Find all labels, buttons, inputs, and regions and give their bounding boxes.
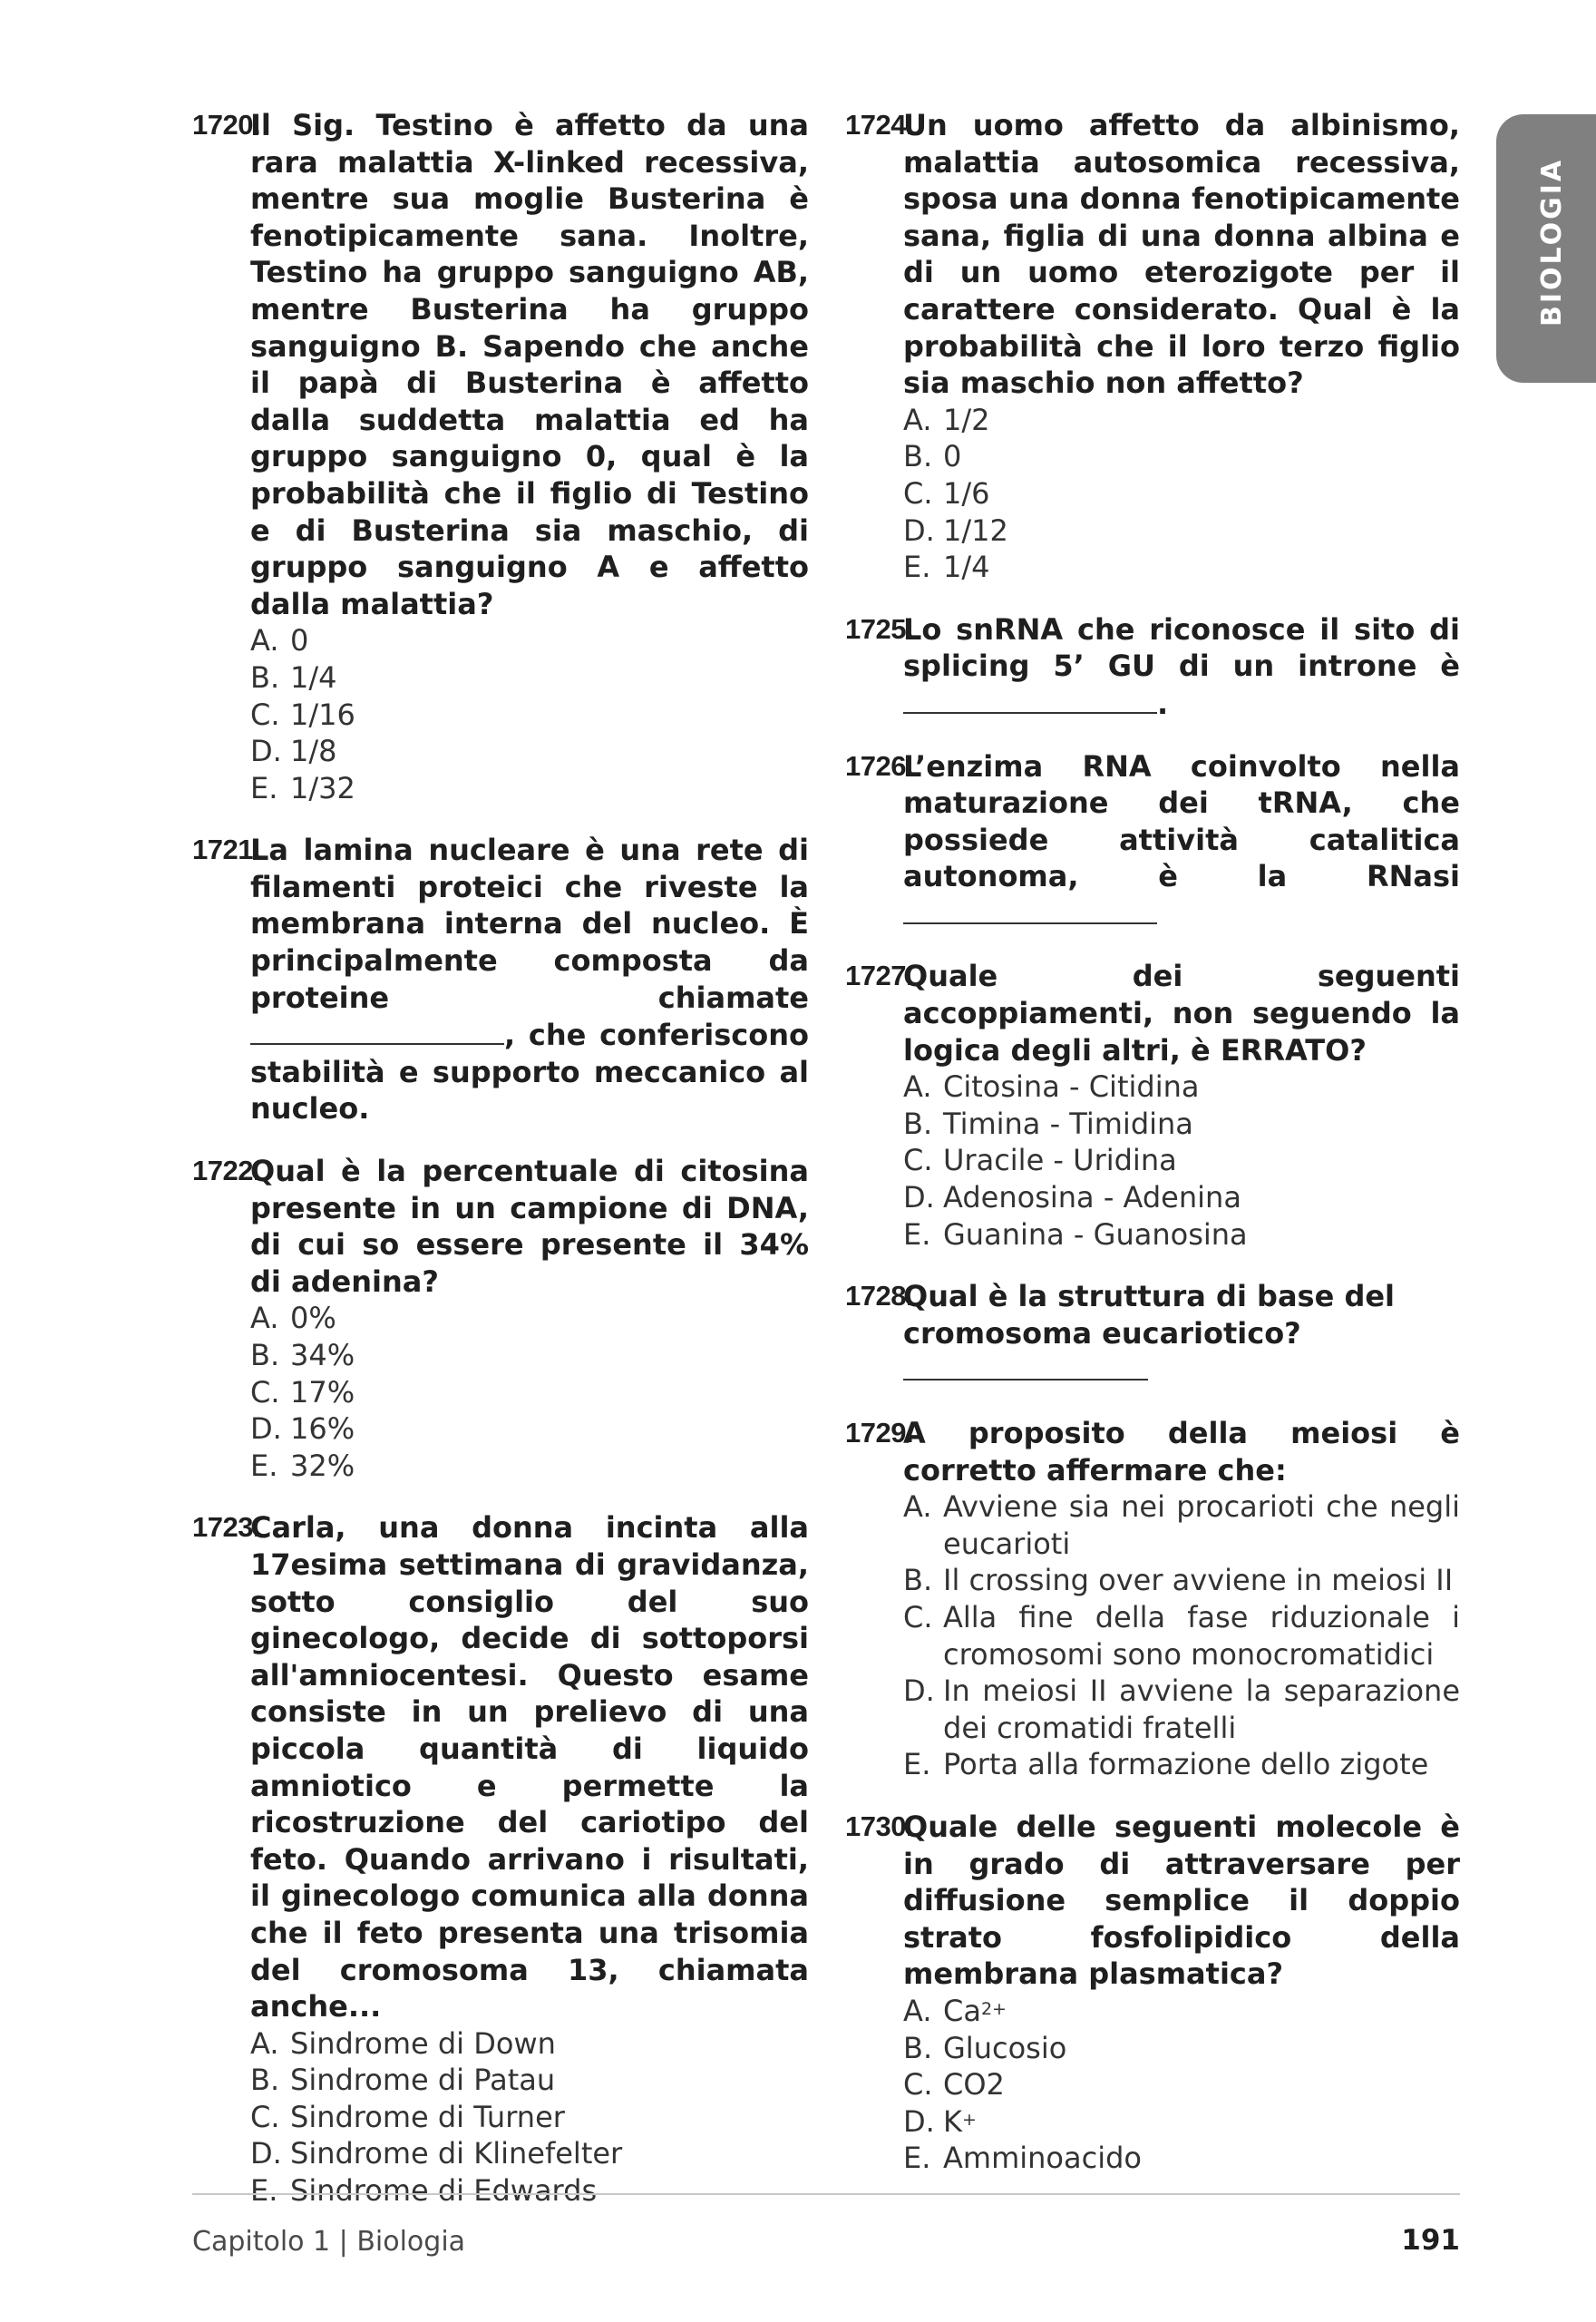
option-superscript: +	[961, 2109, 977, 2130]
option-d	[903, 1673, 1460, 1746]
option-text: 1/16	[290, 697, 355, 732]
option-c	[250, 1374, 809, 1411]
option-letter: B.	[250, 2063, 280, 2098]
option-e	[903, 549, 1460, 586]
question-text: Un uomo affetto da albinismo, malattia autosomica recessiva, sposa una donna fenotipicamente sana, figlia di una donna albina e di un uomo eterozigote per il carattere considerato. Qual è la probabilità che il loro terzo figlio sia maschio non affetto?	[903, 108, 1460, 401]
option-letter: C.	[903, 475, 933, 511]
option-letter: C.	[250, 2099, 280, 2134]
option-letter: C.	[903, 2067, 933, 2102]
options-list	[903, 1488, 1460, 1783]
left-column	[192, 107, 809, 2210]
question-text-before: Lo snRNA che riconosce il sito di splicing 5’ GU di un introne è	[903, 611, 1460, 684]
options-list	[903, 1068, 1460, 1253]
option-text: 1/4	[290, 659, 337, 695]
option-letter: D.	[250, 2136, 282, 2171]
footer-divider	[192, 2193, 1460, 2195]
option-c	[250, 697, 809, 734]
answer-blank[interactable]	[903, 1351, 1148, 1381]
option-a	[903, 1068, 1460, 1106]
page-number: 191	[1401, 2224, 1460, 2257]
option-text: Guanina - Guanosina	[943, 1216, 1248, 1252]
option-text: Alla fine della fase riduzionale i cromosomi sono monocromatidici	[943, 1599, 1460, 1672]
question-text-before: Qual è la struttura di base del cromosoma eucariotico?	[903, 1279, 1396, 1351]
option-text: CO2	[943, 2067, 1005, 2102]
option-text: Il crossing over avviene in meiosi II	[943, 1563, 1454, 1598]
option-text: K	[943, 2103, 962, 2139]
option-letter: A.	[250, 1301, 279, 1336]
right-column	[845, 107, 1460, 2177]
option-text: In meiosi II avviene la separazione dei cromatidi fratelli	[943, 1673, 1460, 1745]
question-text	[903, 748, 1460, 933]
option-letter: D.	[250, 734, 282, 769]
option-letter: A.	[903, 1069, 932, 1105]
option-e	[250, 1448, 809, 1485]
option-d	[250, 2135, 809, 2172]
question-number: 1730.	[845, 1810, 914, 1842]
question-number: 1726.	[845, 749, 914, 782]
question-number: 1723.	[192, 1511, 261, 1544]
option-text: Porta alla formazione dello zigote	[943, 1747, 1429, 1782]
option-c	[903, 475, 1460, 512]
option-d	[903, 1179, 1460, 1216]
option-text: Sindrome di Turner	[290, 2099, 565, 2134]
question-1728	[845, 1278, 1460, 1390]
question-text	[250, 832, 809, 1127]
option-letter: E.	[903, 550, 931, 585]
option-a	[250, 622, 809, 659]
option-letter: B.	[903, 2030, 933, 2065]
option-text: 1/12	[943, 512, 1008, 548]
answer-blank[interactable]	[250, 1016, 504, 1045]
question-1729	[845, 1415, 1460, 1783]
option-letter: B.	[903, 439, 933, 474]
options-list	[250, 1300, 809, 1484]
options-list	[250, 622, 809, 806]
option-letter: A.	[250, 623, 279, 659]
option-text: 0%	[290, 1301, 336, 1336]
option-b	[903, 1562, 1460, 1599]
option-text: 1/2	[943, 402, 990, 437]
option-letter: B.	[250, 1338, 280, 1372]
option-text: 0	[943, 439, 962, 474]
option-text: Adenosina - Adenina	[943, 1180, 1241, 1215]
option-d	[250, 1410, 809, 1448]
question-text: Carla, una donna incinta alla 17esima settimana di gravidanza, sotto consiglio del suo ginecologo, decide di sottoporsi all'amniocentesi. Questo esame consiste in un prelievo di una piccola quantità di liquido amniotico e permette la ricostruzione del cariotipo del feto. Quando arrivano i risultati, il ginecologo comunica alla donna che il feto presenta una trisomia del cromosoma 13, chiamata anche...	[250, 1510, 809, 2024]
question-text: Il Sig. Testino è affetto da una rara malattia X-linked recessiva, mentre sua moglie Busterina è fenotipicamente sana. Inoltre, Testino ha gruppo sanguigno AB, mentre Busterina ha gruppo sanguigno B. Sapendo che anche il papà di Busterina è affetto dalla suddetta malattia ed ha gruppo sanguigno 0, qual è la probabilità che il figlio di Testino e di Busterina sia maschio, di gruppo sanguigno A e affetto dalla malattia?	[250, 108, 809, 621]
option-superscript: 2+	[980, 1998, 1007, 2019]
question-1722	[192, 1153, 809, 1484]
option-letter: D.	[903, 2103, 935, 2139]
answer-blank[interactable]	[903, 895, 1157, 924]
option-d	[250, 733, 809, 770]
option-c	[250, 2099, 809, 2136]
question-1725	[845, 611, 1460, 723]
option-e	[903, 2140, 1460, 2177]
option-letter: A.	[903, 402, 932, 437]
question-text: Quale dei seguenti accoppiamenti, non seguendo la logica degli altri, è ERRATO?	[903, 959, 1460, 1068]
option-letter: A.	[250, 2025, 279, 2061]
option-letter: C.	[250, 1374, 280, 1410]
option-text: Glucosio	[943, 2030, 1067, 2065]
option-text: Amminoacido	[943, 2141, 1142, 2176]
answer-blank[interactable]	[903, 685, 1157, 714]
option-text: Timina - Timidina	[943, 1106, 1193, 1141]
question-text	[903, 1278, 1460, 1390]
option-b	[250, 1337, 809, 1374]
option-text: 1/32	[290, 770, 355, 805]
question-text: Quale delle seguenti molecole è in grado di attraversare per diffusione semplice il doppio strato fosfolipidico della membrana plasmatica?	[903, 1809, 1460, 1992]
option-letter: E.	[903, 1216, 931, 1252]
section-tab-label: BIOLOGIA	[1536, 157, 1568, 327]
footer-chapter: Capitolo 1 | Biologia	[192, 2226, 466, 2258]
option-letter: A.	[903, 1489, 932, 1525]
option-text: 17%	[290, 1374, 355, 1410]
question-1720	[192, 107, 809, 806]
option-text: Uracile - Uridina	[943, 1143, 1177, 1178]
option-text: Citosina - Citidina	[943, 1069, 1200, 1105]
option-text: 32%	[290, 1448, 355, 1483]
question-text: Qual è la percentuale di citosina presente in un campione di DNA, di cui so essere presente il 34% di adenina?	[250, 1154, 809, 1299]
option-letter: E.	[250, 2173, 278, 2209]
question-number: 1727.	[845, 960, 914, 992]
option-letter: C.	[903, 1143, 933, 1178]
option-letter: E.	[903, 2141, 931, 2176]
option-text: 1/4	[943, 550, 990, 585]
question-text-after: , che conferiscono stabilità e supporto meccanico al nucleo.	[250, 1018, 809, 1127]
option-letter: D.	[903, 512, 935, 548]
option-text: Ca	[943, 1993, 981, 2028]
question-text: A proposito della meiosi è corretto affermare che:	[903, 1416, 1460, 1488]
option-letter: D.	[250, 1411, 282, 1447]
question-number: 1729.	[845, 1417, 914, 1449]
question-text-before: La lamina nucleare è una rete di filamenti proteici che riveste la membrana interna del nucleo. È principalmente composta da proteine chiamate	[250, 833, 809, 1015]
question-1730	[845, 1809, 1460, 2177]
option-letter: B.	[250, 659, 280, 695]
option-text: Sindrome di Down	[290, 2025, 556, 2061]
option-d	[903, 512, 1460, 550]
question-number: 1725.	[845, 612, 914, 645]
option-letter: E.	[250, 770, 278, 805]
option-letter: D.	[903, 1180, 935, 1215]
question-1723	[192, 1509, 809, 2209]
option-text: 1/8	[290, 734, 337, 769]
options-list	[903, 402, 1460, 586]
option-letter: E.	[903, 1747, 931, 1782]
question-1727	[845, 958, 1460, 1253]
option-d	[903, 2103, 1460, 2141]
question-number: 1724.	[845, 109, 914, 141]
option-text: Avviene sia nei procarioti che negli eucarioti	[943, 1489, 1460, 1561]
question-text-before: L’enzima RNA coinvolto nella maturazione dei tRNA, che possiede attività catalitica autonoma, è la RNasi	[903, 748, 1460, 894]
option-a	[250, 1300, 809, 1337]
option-b	[903, 438, 1460, 475]
option-letter: C.	[903, 1599, 933, 1634]
option-text: 34%	[290, 1338, 355, 1372]
option-a	[903, 402, 1460, 439]
question-1726	[845, 748, 1460, 933]
option-text: Sindrome di Edwards	[290, 2173, 598, 2209]
option-a	[903, 1993, 1460, 2030]
option-e	[250, 2172, 809, 2210]
option-a	[903, 1488, 1460, 1562]
option-text: 16%	[290, 1411, 355, 1447]
question-1721	[192, 832, 809, 1127]
option-letter: D.	[903, 1673, 935, 1709]
option-e	[250, 770, 809, 807]
option-c	[903, 1599, 1460, 1673]
option-letter: C.	[250, 697, 280, 732]
option-c	[903, 1142, 1460, 1179]
options-list	[250, 2025, 809, 2210]
option-letter: B.	[903, 1106, 933, 1141]
question-number: 1720.	[192, 109, 261, 141]
options-list	[903, 1993, 1460, 2177]
option-letter: B.	[903, 1563, 933, 1598]
option-c	[903, 2066, 1460, 2103]
option-letter: A.	[903, 1993, 932, 2028]
option-b	[903, 2030, 1460, 2067]
option-b	[903, 1106, 1460, 1143]
option-text: Sindrome di Patau	[290, 2063, 556, 2098]
question-1724	[845, 107, 1460, 586]
option-e	[903, 1216, 1460, 1254]
question-text-after: .	[1157, 686, 1169, 721]
option-text: 1/6	[943, 475, 990, 511]
option-e	[903, 1746, 1460, 1783]
option-b	[250, 2062, 809, 2099]
option-text: Sindrome di Klinefelter	[290, 2136, 623, 2171]
option-a	[250, 2025, 809, 2063]
question-number: 1721.	[192, 834, 261, 866]
question-number: 1722.	[192, 1155, 261, 1187]
option-text: 0	[290, 623, 309, 659]
option-b	[250, 659, 809, 697]
question-number: 1728.	[845, 1280, 914, 1312]
question-text	[903, 611, 1460, 723]
option-letter: E.	[250, 1448, 278, 1483]
